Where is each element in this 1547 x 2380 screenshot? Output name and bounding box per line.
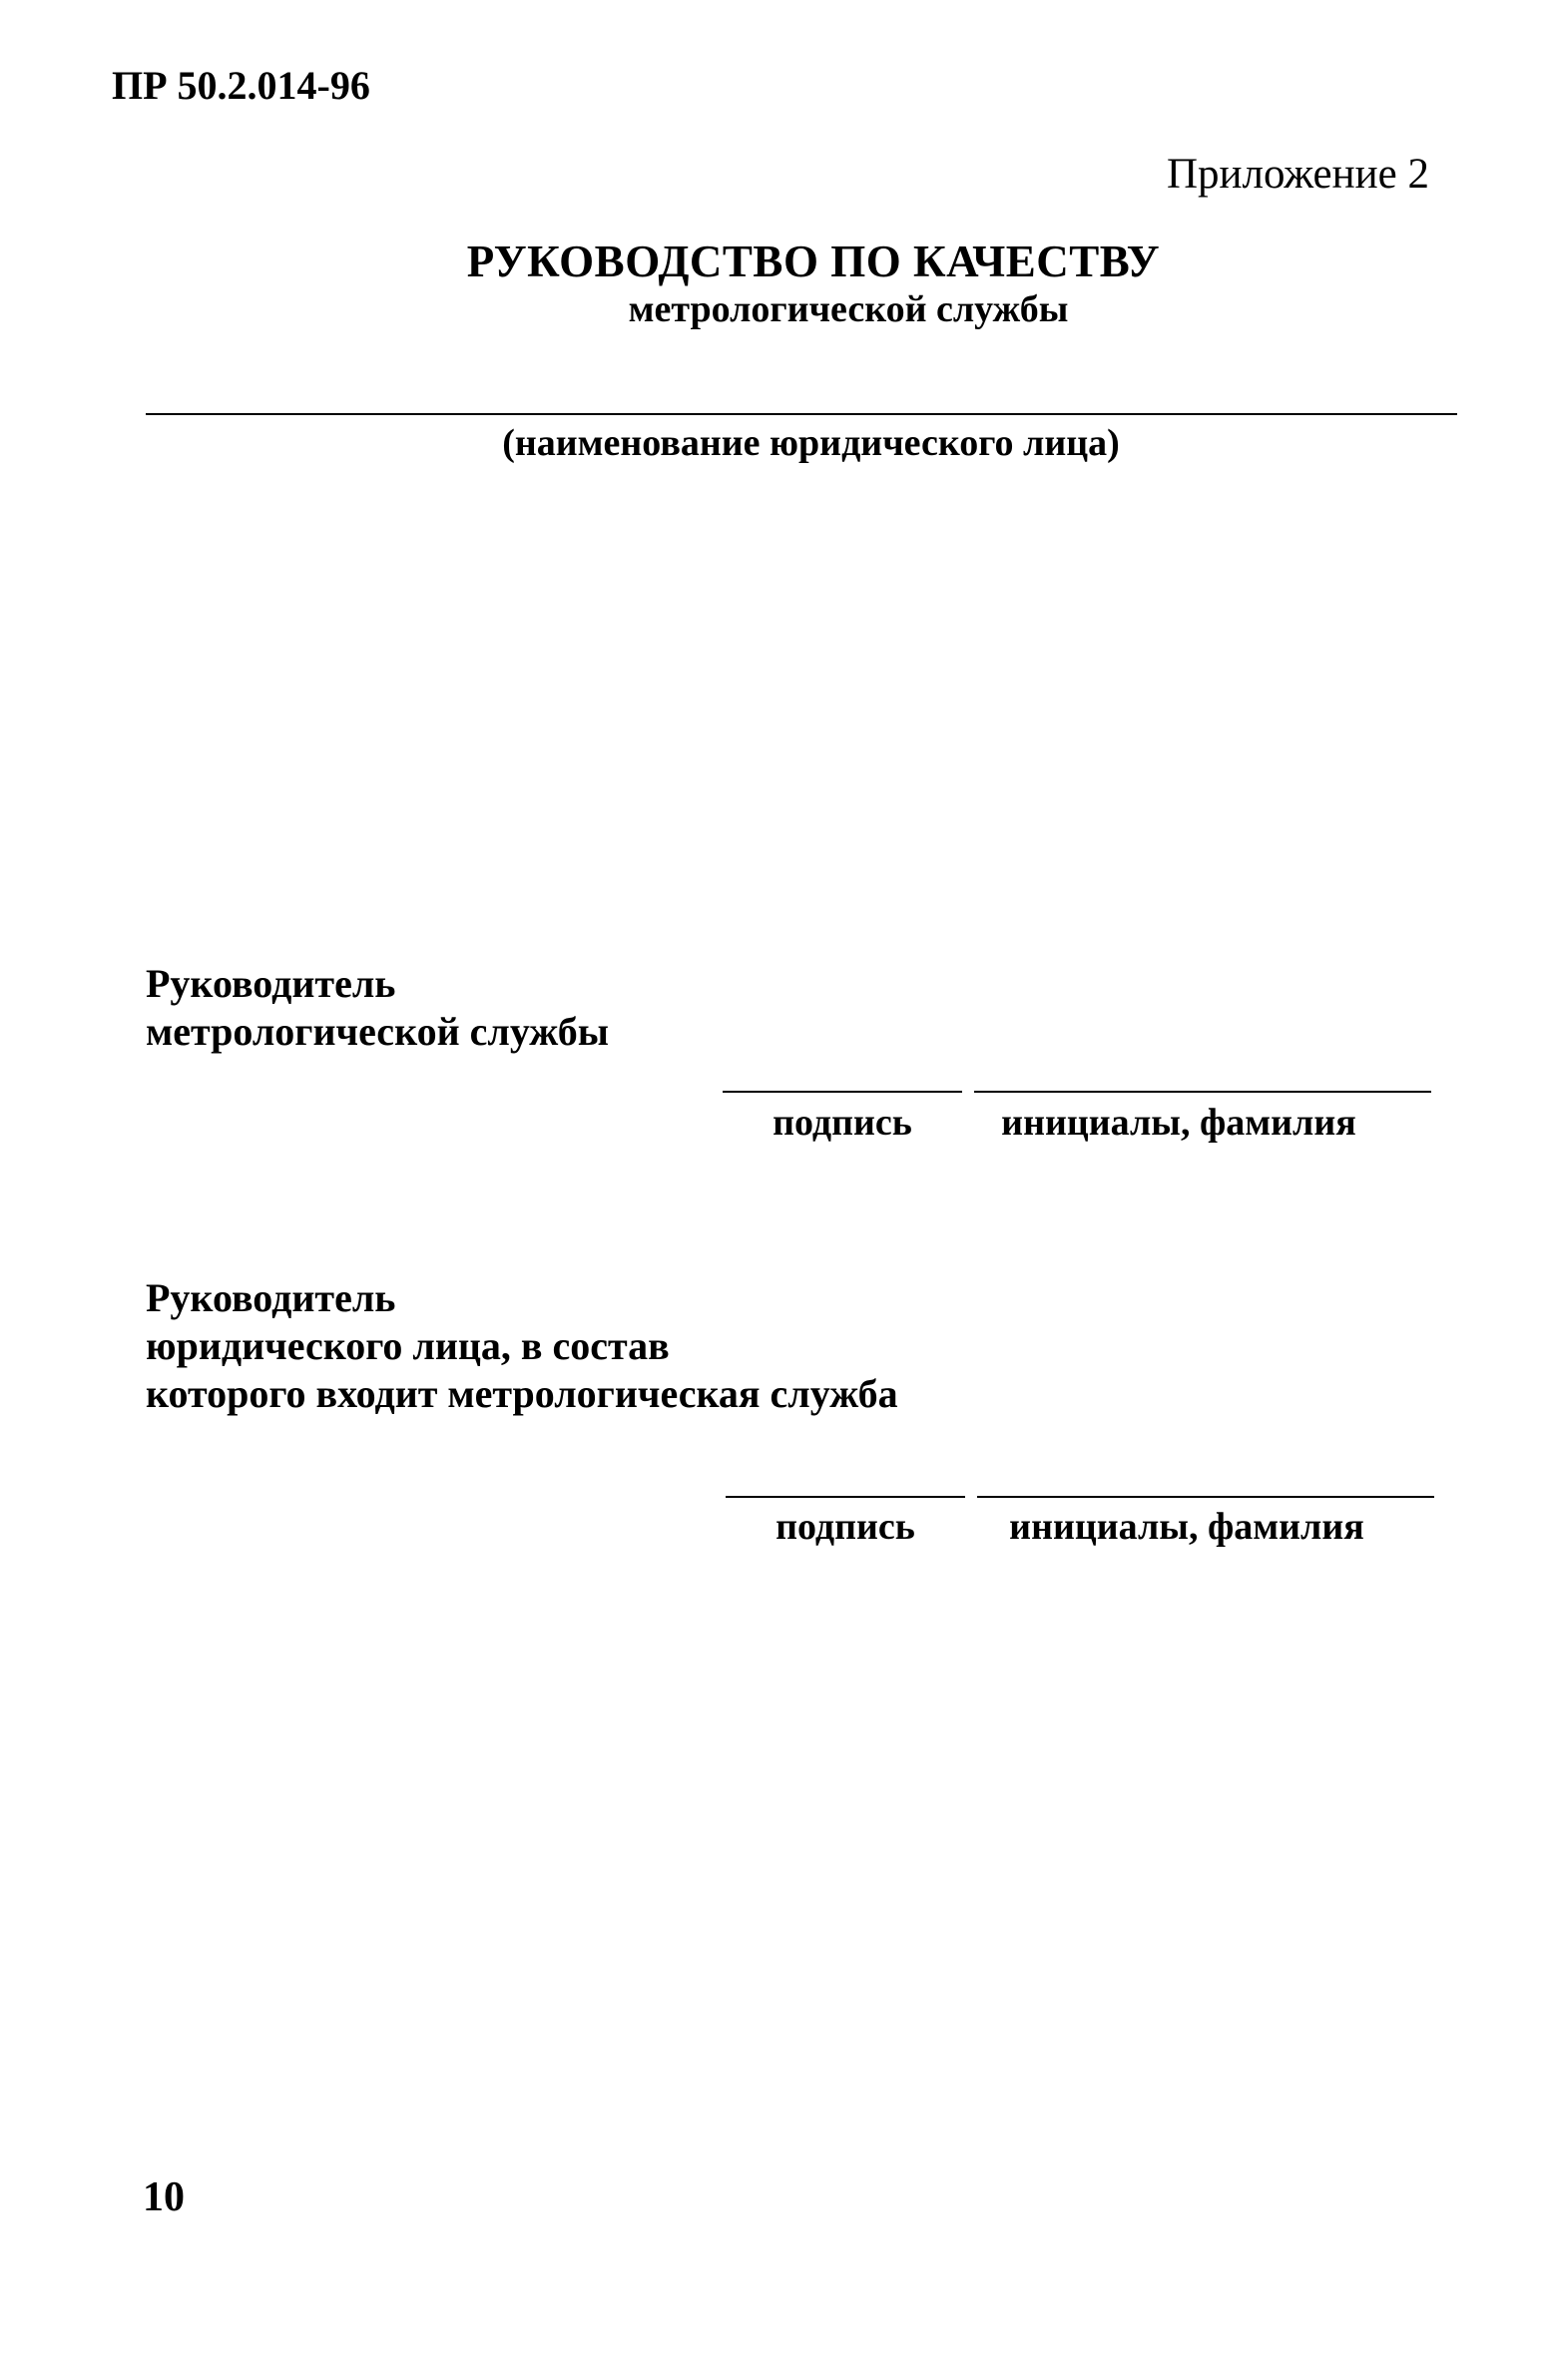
signer-title-line: Руководитель: [146, 961, 396, 1006]
name-caption: инициалы, фамилия: [1009, 1506, 1364, 1548]
signer-title-line: Руководитель: [146, 1275, 396, 1320]
entity-name-caption: (наименование юридического лица): [502, 422, 1120, 464]
signer-title-line: метрологической службы: [146, 1009, 610, 1054]
signature-caption: подпись: [775, 1506, 915, 1548]
name-line: [977, 1496, 1434, 1498]
document-subtitle: метрологической службы: [628, 288, 1069, 330]
document-code: ПР 50.2.014-96: [112, 63, 370, 108]
signature-line: [726, 1496, 965, 1498]
signer-title-line: юридического лица, в состав: [146, 1323, 670, 1368]
signature-line: [723, 1091, 962, 1093]
entity-name-line: [146, 413, 1457, 415]
signer-title: [146, 960, 609, 1056]
signer-title-line: которого входит метрологическая служба: [146, 1371, 898, 1416]
signer-title: [146, 1274, 898, 1418]
page-number: 10: [143, 2174, 185, 2220]
document-title: РУКОВОДСТВО ПО КАЧЕСТВУ: [466, 237, 1161, 286]
name-line: [974, 1091, 1431, 1093]
signature-caption: подпись: [773, 1102, 912, 1144]
appendix-label: Приложение 2: [1166, 151, 1429, 198]
name-caption: инициалы, фамилия: [1001, 1102, 1356, 1144]
